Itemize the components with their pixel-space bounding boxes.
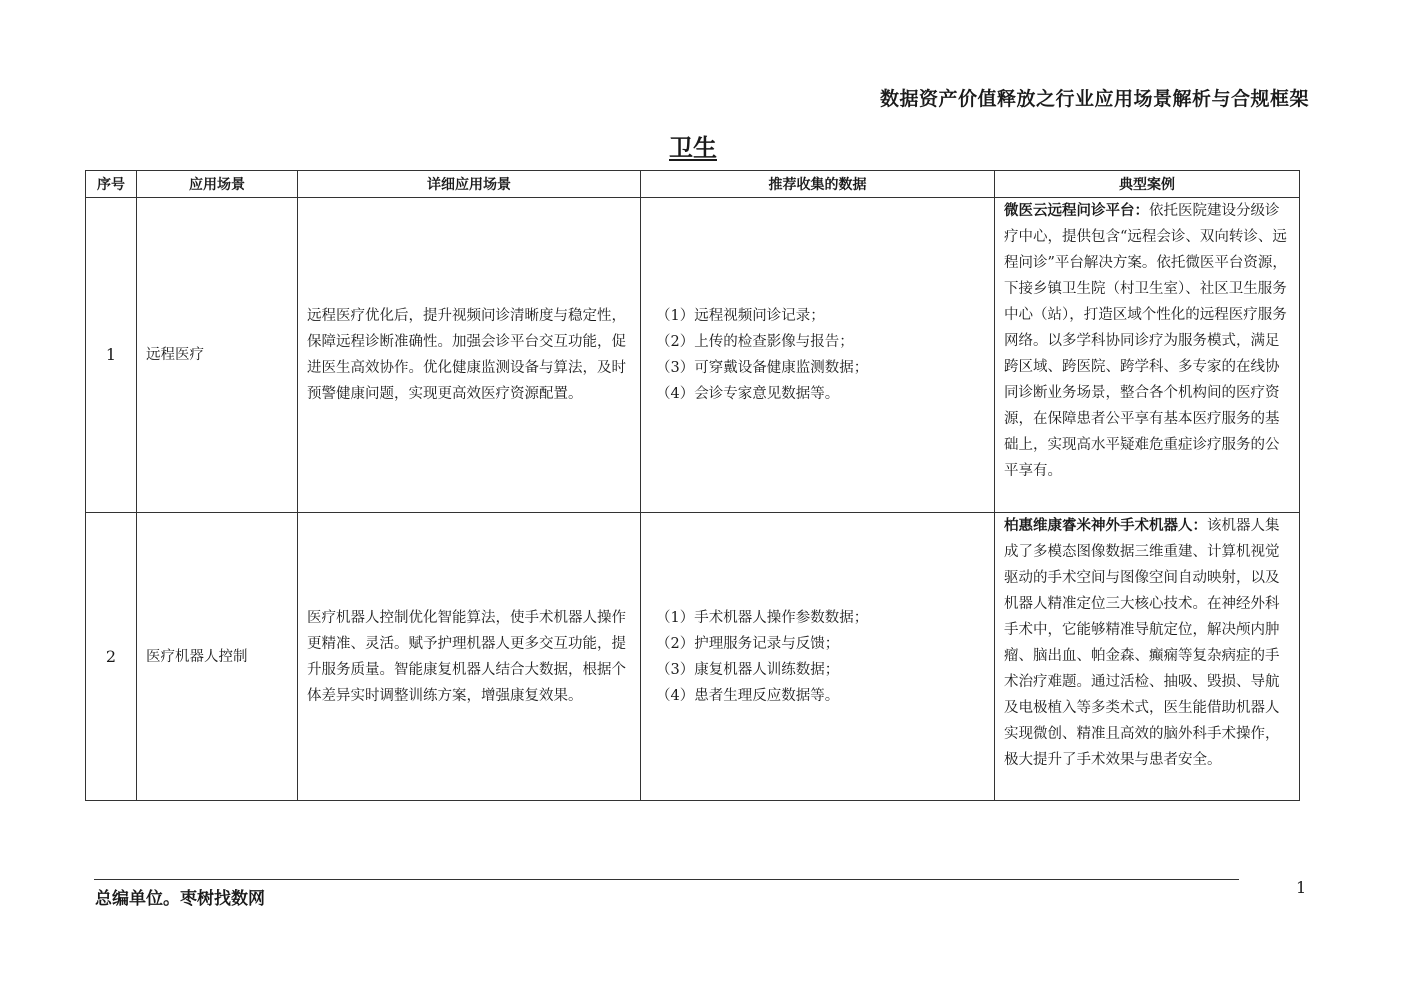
column-header-data: 推荐收集的数据 (641, 171, 995, 198)
data-item: （1）远程视频问诊记录； (656, 308, 825, 324)
column-header-case: 典型案例 (995, 171, 1300, 198)
table-row (86, 513, 1300, 801)
column-header-index: 序号 (86, 171, 137, 198)
row-scene: 医疗机器人控制 (137, 513, 298, 801)
table-row (86, 198, 1300, 513)
row-data (641, 198, 995, 513)
footer-editor-unit: 总编单位。枣树找数网 (95, 889, 265, 909)
row-index: 2 (86, 513, 137, 801)
section-title-text: 卫生 (669, 134, 717, 162)
column-header-scene: 应用场景 (137, 171, 298, 198)
row-case (995, 198, 1300, 513)
row-index: 1 (86, 198, 137, 513)
data-item: （3）可穿戴设备健康监测数据； (656, 360, 869, 376)
data-item: （2）上传的检查影像与报告； (656, 334, 854, 350)
document-header-title: 数据资产价值释放之行业应用场景解析与合规框架 (879, 88, 1309, 110)
case-title: 微医云远程问诊平台： (1004, 203, 1149, 219)
row-detail: 医疗机器人控制优化智能算法，使手术机器人操作更精准、灵活。赋予护理机器人更多交互功能，提升服务质量。智能康复机器人结合大数据，根据个体差异实时调整训练方案，增强康复效果。 (298, 513, 641, 801)
scenario-table (85, 170, 1300, 801)
data-item: （3）康复机器人训练数据； (656, 661, 840, 678)
data-item: （2）护理服务记录与反馈； (656, 635, 840, 652)
case-body: 依托医院建设分级诊疗中心，提供包含“远程会诊、双向转诊、远程问诊”平台解决方案。依托微医平台资源，下接乡镇卫生院（村卫生室）、社区卫生服务中心（站），打造区域个性化的远程医疗服务网络。以多学科协同诊疗为服务模式，满足跨区域、跨医院、跨学科、多专家的在线协同诊断业务场景，整合各个机构间的医疗资源，在保障患者公平享有基本医疗服务的基础上，实现高水平疑难危重症诊疗服务的公平享有。 (1004, 203, 1287, 479)
table-header-row (86, 171, 1300, 198)
row-case (995, 513, 1300, 801)
data-item: （4）患者生理反应数据等。 (656, 687, 840, 704)
case-body: 该机器人集成了多模态图像数据三维重建、计算机视觉驱动的手术空间与图像空间自动映射，以及机器人精准定位三大核心技术。在神经外科手术中，它能够精准导航定位，解决颅内肿瘤、脑出血、帕金森、癫痫等复杂病症的手术治疗难题。通过活检、抽吸、毁损、导航及电极植入等多类术式，医生能借助机器人实现微创、精准且高效的脑外科手术操作，极大提升了手术效果与患者安全。 (1004, 518, 1280, 768)
row-detail: 远程医疗优化后，提升视频问诊清晰度与稳定性，保障远程诊断准确性。加强会诊平台交互功能，促进医生高效协作。优化健康监测设备与算法，及时预警健康问题，实现更高效医疗资源配置。 (298, 198, 641, 513)
case-title: 柏惠维康睿米神外手术机器人： (1004, 518, 1207, 534)
row-scene: 远程医疗 (137, 198, 298, 513)
page-number: 1 (1296, 878, 1307, 897)
row-data (641, 513, 995, 801)
footer-divider (94, 879, 1239, 880)
data-item: （1）手术机器人操作参数数据； (656, 609, 869, 626)
section-title (0, 128, 1386, 163)
data-item: （4）会诊专家意见数据等。 (656, 386, 840, 402)
column-header-detail: 详细应用场景 (298, 171, 641, 198)
